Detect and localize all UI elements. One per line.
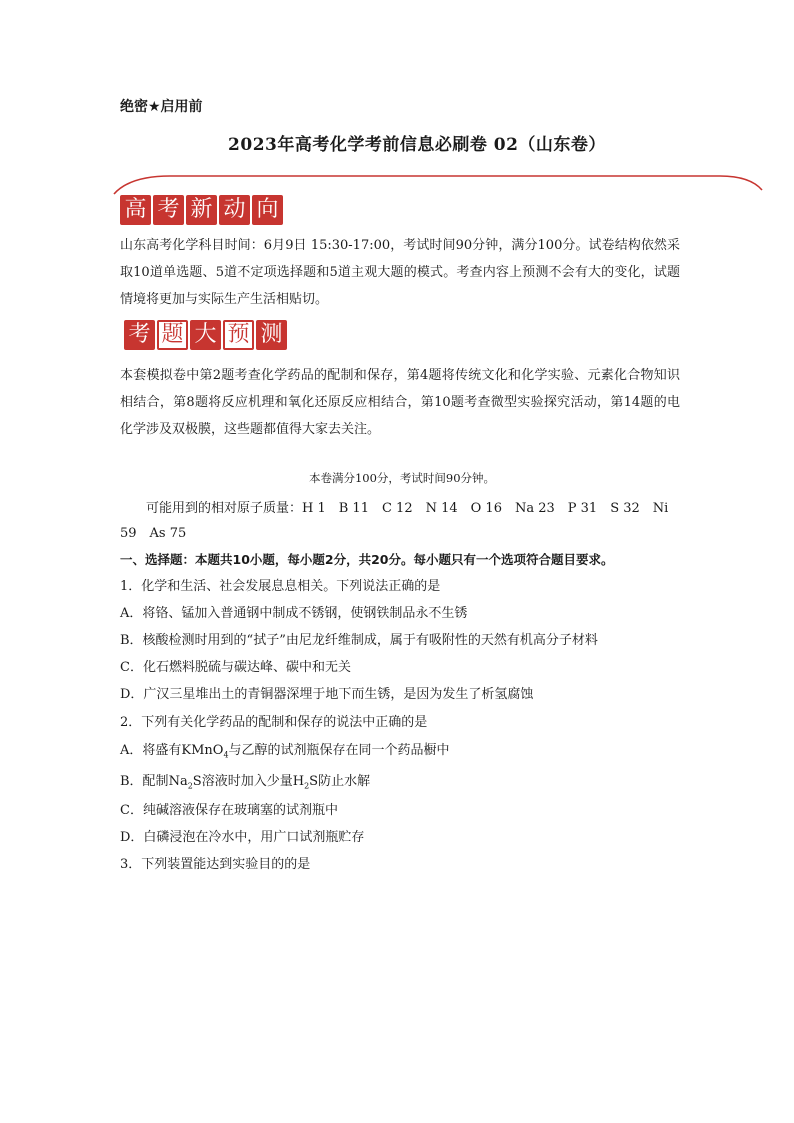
banner-char: 测 [256,320,287,350]
decorative-arc [110,168,770,196]
q2-b-h: H [292,774,305,789]
q2-b-text: B．配制 [120,774,169,789]
q2-b-s2: S [309,774,319,789]
q2-stem: 2．下列有关化学药品的配制和保存的说法中正确的是 [120,715,428,730]
q2-b-sub2: 2 [304,781,310,791]
q2-option-a [120,741,450,766]
banner-char: 预 [223,320,254,350]
q2-a-subscript: 4 [223,750,229,760]
q3-stem: 3．下列装置能达到实验目的的是 [120,857,311,872]
banner-char: 考 [124,320,155,350]
banner-prediction [124,320,287,350]
atomic-mass-line: 可能用到的相对原子质量：H 1 B 11 C 12 N 14 O 16 Na 23 P 31 S 32 Ni 59 As 75 [120,501,669,541]
banner-char: 新 [186,195,217,225]
q2-b-mid: 溶液时加入少量 [201,774,293,789]
banner-char: 高 [120,195,151,225]
q1-stem: 1．化学和生活、社会发展息息相关。下列说法正确的是 [120,579,441,594]
q2-a-rest: 与乙醇的试剂瓶保存在同一个药品橱中 [228,743,450,758]
q2-b-formula: Na [168,774,188,789]
banner-char: 题 [157,320,188,350]
q2-option-b [120,772,370,797]
section-heading: 一、选择题：本题共10小题，每小题2分，共20分。每小题只有一个选项符合题目要求。 [120,552,614,567]
exam-info-paragraph: 山东高考化学科目时间：6月9日 15:30-17:00，考试时间90分钟，满分100分。试卷结构依然采取10道单选题、5道不定项选择题和5道主观大题的模式。考查内容上预测不会有大的变化，试题情境将更加与实际生产生活相贴切。 [120,238,680,307]
q2-b-sub: 2 [187,781,193,791]
q1-option-b: B．核酸检测时用到的“拭子”由尼龙纤维制成，属于有吸附性的天然有机高分子材料 [120,633,598,648]
banner-gaokao-trends [120,195,283,225]
banner-char: 大 [190,320,221,350]
page-title: 2023年高考化学考前信息必刷卷 02（山东卷） [228,135,606,155]
banner-char: 动 [219,195,250,225]
q1-option-a: A．将铬、锰加入普通钢中制成不锈钢，使钢铁制品永不生锈 [120,606,468,621]
exam-note: 本卷满分100分，考试时间90分钟。 [308,471,496,485]
banner-char: 考 [153,195,184,225]
q2-a-text: A．将盛有KMnO [120,743,224,758]
banner-char: 向 [252,195,283,225]
prediction-paragraph: 本套模拟卷中第2题考查化学药品的配制和保存，第4题将传统文化和化学实验、元素化合物知识相结合，第8题将反应机理和氧化还原反应相结合，第10题考查微型实验探究活动，第14题的电化学涉及双极膜，这些题都值得大家去关注。 [120,368,680,437]
q2-option-d: D．白磷浸泡在冷水中，用广口试剂瓶贮存 [120,830,365,845]
q2-option-c: C．纯碱溶液保存在玻璃塞的试剂瓶中 [120,803,338,818]
q1-option-d: D．广汉三星堆出土的青铜器深埋于地下而生锈，是因为发生了析氢腐蚀 [120,687,534,702]
q2-b-rest: 防止水解 [318,774,371,789]
q2-b-formula-s: S [192,774,202,789]
confidential-label: 绝密★启用前 [120,99,203,115]
q1-option-c: C．化石燃料脱硫与碳达峰、碳中和无关 [120,660,351,675]
